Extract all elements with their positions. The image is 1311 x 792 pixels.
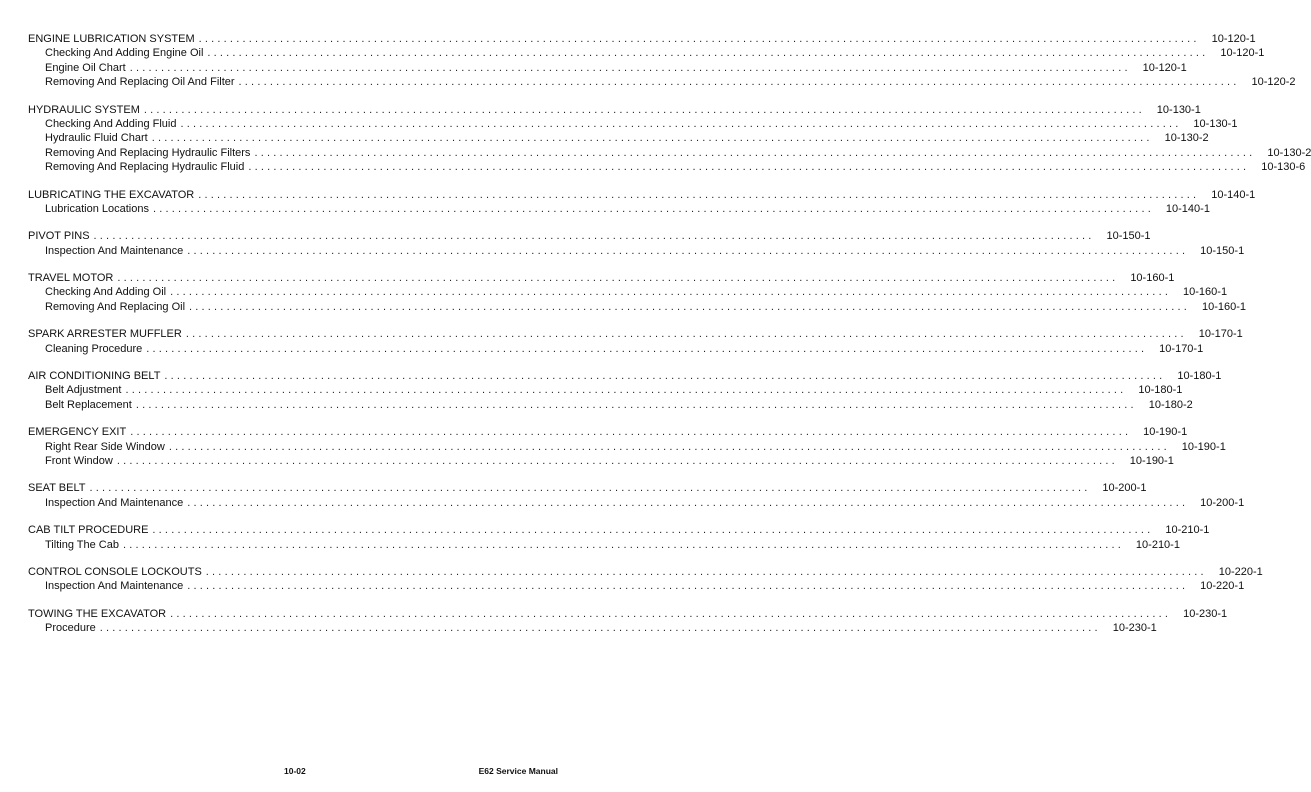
toc-subentry-row[interactable] <box>28 342 1204 356</box>
toc-section <box>28 425 1226 468</box>
dot-leader: ................................................................................................................................................................ <box>198 33 1200 45</box>
toc-page-number: 10-160-1 <box>1130 272 1175 285</box>
toc-subentry-row[interactable] <box>28 454 1174 468</box>
dot-leader: ................................................................................................................................................................ <box>207 47 1209 60</box>
dot-leader: ................................................................................................................................................................ <box>99 622 1101 635</box>
toc-section-row[interactable] <box>28 565 1263 579</box>
toc-subentry-title: Belt Adjustment <box>45 384 122 397</box>
footer-page-number: 10-02 <box>284 766 306 776</box>
toc-subentry-row[interactable] <box>28 300 1247 314</box>
toc-section-row[interactable] <box>28 229 1151 243</box>
dot-leader: ................................................................................................................................................................ <box>248 161 1250 174</box>
toc-section-row[interactable] <box>28 369 1222 383</box>
toc-section <box>28 103 1311 175</box>
toc-section-title: CAB TILT PROCEDURE <box>28 524 149 537</box>
toc-subentry-row[interactable] <box>28 579 1245 593</box>
toc-subentry-title: Removing And Replacing Hydraulic Fluid <box>45 161 245 174</box>
toc-subentry-row[interactable] <box>28 117 1238 131</box>
toc-page-number: 10-180-2 <box>1148 398 1193 411</box>
table-of-contents <box>28 32 1311 649</box>
toc-page-number: 10-190-1 <box>1181 440 1226 453</box>
toc-subentry-row[interactable] <box>28 160 1306 174</box>
toc-page-number: 10-130-1 <box>1193 117 1238 130</box>
toc-page-number: 10-180-1 <box>1138 384 1183 397</box>
toc-page-number: 10-120-1 <box>1220 47 1265 60</box>
toc-subentry-title: Cleaning Procedure <box>45 342 143 355</box>
toc-page-number: 10-220-1 <box>1200 580 1245 593</box>
toc-section-row[interactable] <box>28 425 1188 439</box>
toc-section-title: ENGINE LUBRICATION SYSTEM <box>28 33 195 45</box>
dot-leader: ................................................................................................................................................................ <box>143 103 1145 116</box>
footer-manual-title: E62 Service Manual <box>478 766 558 776</box>
toc-page-number: 10-140-1 <box>1211 188 1256 201</box>
dot-leader: ................................................................................................................................................................ <box>89 482 1091 495</box>
toc-subentry-row[interactable] <box>28 61 1187 75</box>
dot-leader: ................................................................................................................................................................ <box>146 342 1148 355</box>
toc-subentry-title: Lubrication Locations <box>45 202 149 215</box>
toc-subentry-row[interactable] <box>28 440 1226 454</box>
toc-section-title: AIR CONDITIONING BELT <box>28 370 161 383</box>
toc-section-row[interactable] <box>28 103 1201 117</box>
toc-page-number: 10-200-1 <box>1200 496 1245 509</box>
page-footer <box>0 766 612 780</box>
dot-leader: ................................................................................................................................................................ <box>205 565 1207 578</box>
toc-subentry-row[interactable] <box>28 383 1183 397</box>
toc-section <box>28 188 1256 217</box>
toc-section <box>28 481 1245 510</box>
toc-page-number: 10-140-1 <box>1165 202 1210 215</box>
toc-page-number: 10-120-1 <box>1211 33 1256 45</box>
dot-leader: ................................................................................................................................................................ <box>185 328 1187 341</box>
toc-subentry-title: Tilting The Cab <box>45 538 119 551</box>
dot-leader: ................................................................................................................................................................ <box>93 230 1095 243</box>
toc-page-number: 10-210-1 <box>1165 524 1210 537</box>
dot-leader: ................................................................................................................................................................ <box>122 538 1124 551</box>
toc-section-title: TRAVEL MOTOR <box>28 272 114 285</box>
dot-leader: ................................................................................................................................................................ <box>187 496 1189 509</box>
toc-page-number: 10-130-2 <box>1164 132 1209 145</box>
toc-page-number: 10-220-1 <box>1218 565 1263 578</box>
dot-leader: ................................................................................................................................................................ <box>116 454 1118 467</box>
toc-subentry-title: Hydraulic Fluid Chart <box>45 132 148 145</box>
toc-page-number: 10-200-1 <box>1102 482 1147 495</box>
toc-page-number: 10-170-1 <box>1159 342 1204 355</box>
toc-section-title: PIVOT PINS <box>28 230 90 243</box>
toc-section-title: LUBRICATING THE EXCAVATOR <box>28 188 195 201</box>
dot-leader: ................................................................................................................................................................ <box>238 76 1240 89</box>
toc-subentry-title: Procedure <box>45 622 96 635</box>
toc-page-number: 10-170-1 <box>1198 328 1243 341</box>
toc-page-number: 10-190-1 <box>1143 426 1188 439</box>
dot-leader: ................................................................................................................................................................ <box>152 202 1154 215</box>
dot-leader: ................................................................................................................................................................ <box>130 426 1132 439</box>
dot-leader: ................................................................................................................................................................ <box>170 607 1172 620</box>
toc-section <box>28 327 1243 356</box>
toc-page-number: 10-180-1 <box>1177 370 1222 383</box>
dot-leader: ................................................................................................................................................................ <box>180 117 1182 130</box>
toc-section-row[interactable] <box>28 271 1175 285</box>
dot-leader: ................................................................................................................................................................ <box>152 524 1154 537</box>
toc-subentry-title: Inspection And Maintenance <box>45 580 184 593</box>
toc-subentry-row[interactable] <box>28 496 1245 510</box>
toc-subentry-row[interactable] <box>28 621 1157 635</box>
toc-subentry-title: Checking And Adding Engine Oil <box>45 47 204 60</box>
toc-page-number: 10-130-2 <box>1267 146 1311 159</box>
toc-subentry-title: Belt Replacement <box>45 398 132 411</box>
toc-section <box>28 565 1263 594</box>
dot-leader: ................................................................................................................................................................ <box>170 286 1172 299</box>
dot-leader: ................................................................................................................................................................ <box>117 272 1119 285</box>
toc-page-number: 10-210-1 <box>1135 538 1180 551</box>
toc-section-title: SEAT BELT <box>28 482 86 495</box>
dot-leader: ................................................................................................................................................................ <box>125 384 1127 397</box>
dot-leader: ................................................................................................................................................................ <box>168 440 1170 453</box>
toc-section <box>28 271 1247 314</box>
toc-page-number: 10-120-1 <box>1142 61 1187 74</box>
toc-page-number: 10-130-6 <box>1261 161 1306 174</box>
toc-section-title: SPARK ARRESTER MUFFLER <box>28 328 182 341</box>
dot-leader: ................................................................................................................................................................ <box>135 398 1137 411</box>
toc-section-row[interactable] <box>28 32 1256 46</box>
toc-section <box>28 229 1245 258</box>
toc-subentry-row[interactable] <box>28 398 1193 412</box>
toc-subentry-title: Inspection And Maintenance <box>45 244 184 257</box>
toc-subentry-title: Checking And Adding Oil <box>45 286 167 299</box>
toc-subentry-row[interactable] <box>28 46 1265 60</box>
toc-page-number: 10-150-1 <box>1200 244 1245 257</box>
toc-section-row[interactable] <box>28 607 1228 621</box>
toc-subentry-row[interactable] <box>28 538 1180 552</box>
toc-subentry-title: Inspection And Maintenance <box>45 496 184 509</box>
toc-section-title: EMERGENCY EXIT <box>28 426 127 439</box>
toc-page-number: 10-120-2 <box>1251 76 1296 89</box>
toc-subentry-title: Removing And Replacing Hydraulic Filters <box>45 146 251 159</box>
toc-section <box>28 523 1210 552</box>
dot-leader: ................................................................................................................................................................ <box>189 300 1191 313</box>
dot-leader: ................................................................................................................................................................ <box>198 188 1200 201</box>
toc-page-number: 10-230-1 <box>1112 622 1157 635</box>
toc-subentry-title: Engine Oil Chart <box>45 61 126 74</box>
toc-page-number: 10-190-1 <box>1129 454 1174 467</box>
toc-section-row[interactable] <box>28 523 1210 537</box>
toc-subentry-title: Removing And Replacing Oil And Filter <box>45 76 235 89</box>
toc-subentry-title: Front Window <box>45 454 113 467</box>
toc-section-row[interactable] <box>28 188 1256 202</box>
toc-subentry-title: Checking And Adding Fluid <box>45 117 177 130</box>
toc-section-row[interactable] <box>28 327 1243 341</box>
toc-page-number: 10-130-1 <box>1156 103 1201 116</box>
dot-leader: ................................................................................................................................................................ <box>187 580 1189 593</box>
toc-section-row[interactable] <box>28 481 1147 495</box>
toc-subentry-title: Removing And Replacing Oil <box>45 300 186 313</box>
toc-subentry-row[interactable] <box>28 131 1209 145</box>
toc-section-title: TOWING THE EXCAVATOR <box>28 607 167 620</box>
dot-leader: ................................................................................................................................................................ <box>164 370 1166 383</box>
toc-page-number: 10-150-1 <box>1106 230 1151 243</box>
toc-section <box>28 32 1296 90</box>
toc-page-number: 10-230-1 <box>1183 607 1228 620</box>
toc-subentry-row[interactable] <box>28 285 1228 299</box>
toc-subentry-row[interactable] <box>28 244 1245 258</box>
toc-section <box>28 607 1228 636</box>
toc-section <box>28 369 1222 412</box>
toc-subentry-title: Right Rear Side Window <box>45 440 165 453</box>
dot-leader: ................................................................................................................................................................ <box>129 61 1131 74</box>
dot-leader: ................................................................................................................................................................ <box>187 244 1189 257</box>
toc-subentry-row[interactable] <box>28 146 1311 160</box>
toc-section-title: HYDRAULIC SYSTEM <box>28 103 140 116</box>
toc-subentry-row[interactable] <box>28 75 1296 89</box>
toc-page-number: 10-160-1 <box>1183 286 1228 299</box>
toc-section-title: CONTROL CONSOLE LOCKOUTS <box>28 565 202 578</box>
toc-subentry-row[interactable] <box>28 202 1210 216</box>
dot-leader: ................................................................................................................................................................ <box>151 132 1153 145</box>
dot-leader: ................................................................................................................................................................ <box>254 146 1256 159</box>
toc-page-number: 10-160-1 <box>1201 300 1247 313</box>
